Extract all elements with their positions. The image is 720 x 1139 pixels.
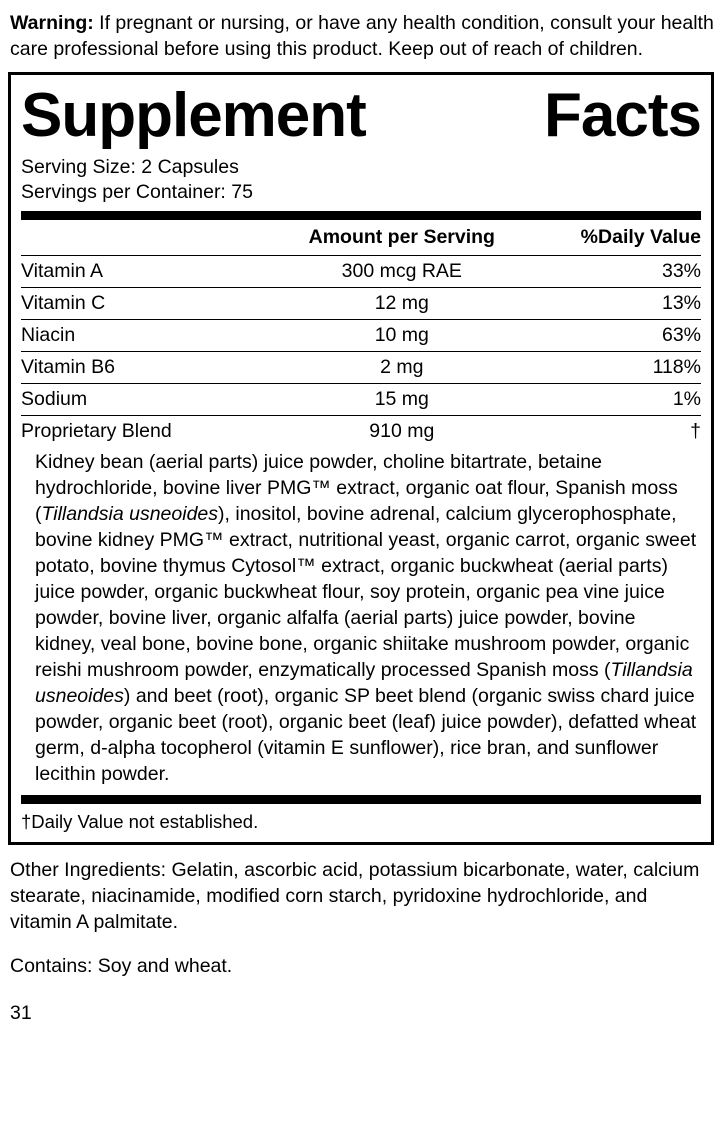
blend-daily-value: † [690,420,701,442]
serving-info [21,155,701,205]
serving-size: Serving Size: 2 Capsules [21,156,239,178]
table-row [21,384,701,416]
panel-title [21,83,701,149]
servings-per-container: Servings per Container: 75 [21,181,253,203]
other-ingredients: Other Ingredients: Gelatin, ascorbic acid, potassium bicarbonate, water, calcium stearate, niacinamide, modified corn starch, pyridoxine hydrochloride, and vitamin A palmitate. [10,859,700,933]
row-amount: 2 mg [279,352,524,384]
table-row-proprietary-blend [21,416,701,448]
table-header-row [21,222,701,256]
row-nutrient-name: Niacin [21,320,279,352]
nutrition-table [21,222,701,447]
warning-label: Warning: [10,12,94,34]
table-row [21,288,701,320]
header-daily-value: %Daily Value [524,222,701,256]
blend-amount: 910 mg [369,420,435,442]
row-daily-value: 33% [524,256,701,288]
header-nutrient [21,222,279,256]
panel-title-supplement: Supplement [21,81,366,150]
row-amount: 300 mcg RAE [279,256,524,288]
warning-paragraph [10,10,716,62]
row-amount: 15 mg [279,384,524,416]
blend-italic-species-2: Tillandsia usneoides [35,659,693,707]
page-number: 31 [10,1002,32,1024]
warning-text: If pregnant or nursing, or have any health condition, consult your health care professional before using this product. Keep out of reach of children. [10,12,714,60]
allergen-contains: Contains: Soy and wheat. [10,955,233,977]
blend-name: Proprietary Blend [21,420,172,442]
table-row [21,256,701,288]
blend-ingredients [21,447,701,791]
blend-ingredients-mid: ), inositol, bovine adrenal, calcium glycerophosphate, bovine kidney PMG™ extract, nutritional yeast, organic carrot, organic sweet potato, bovine thymus Cytosol™ extract, organic buckwheat (aerial parts) juice powder, organic buckwheat flour, soy protein, organic pea vine juice powder, bovine liver, organic alfalfa (aerial parts) juice powder, bovine kidney, veal bone, bovine bone, organic shiitake mushroom powder, organic reishi mushroom powder, enzymatically processed Spanish moss ( [35,503,697,681]
table-row [21,320,701,352]
blend-italic-species-1: Tillandsia usneoides [41,503,219,525]
row-amount: 12 mg [279,288,524,320]
row-daily-value: 13% [524,288,701,320]
row-amount: 10 mg [279,320,524,352]
header-amount-per-serving: Amount per Serving [279,222,524,256]
nutrition-table-body [21,256,701,448]
row-daily-value: 118% [524,352,701,384]
row-nutrient-name: Vitamin B6 [21,352,279,384]
nutrition-table-head [21,222,701,256]
rule-thick-top [21,211,701,220]
blend-ingredients-suffix: ) and beet (root), organic SP beet blend (organic swiss chard juice powder, organic beet (root), organic beet (leaf) juice powder), defatted wheat germ, d-alpha tocopherol (vitamin E sunflower), rice bran, and sunflower lecithin powder. [35,685,697,785]
row-nutrient-name: Sodium [21,384,279,416]
row-nutrient-name: Vitamin C [21,288,279,320]
daily-value-footnote: †Daily Value not established. [21,811,259,832]
row-daily-value: 63% [524,320,701,352]
row-daily-value: 1% [524,384,701,416]
row-nutrient-name: Vitamin A [21,256,279,288]
panel-title-facts: Facts [544,81,701,150]
supplement-facts-panel [8,72,714,845]
blend-ingredients-prefix: Kidney bean (aerial parts) juice powder, choline bitartrate, betaine hydrochloride, bovine liver PMG™ extract, organic oat flour, Spanish moss ( [35,451,678,525]
table-row [21,352,701,384]
rule-thick-bottom [21,795,701,804]
